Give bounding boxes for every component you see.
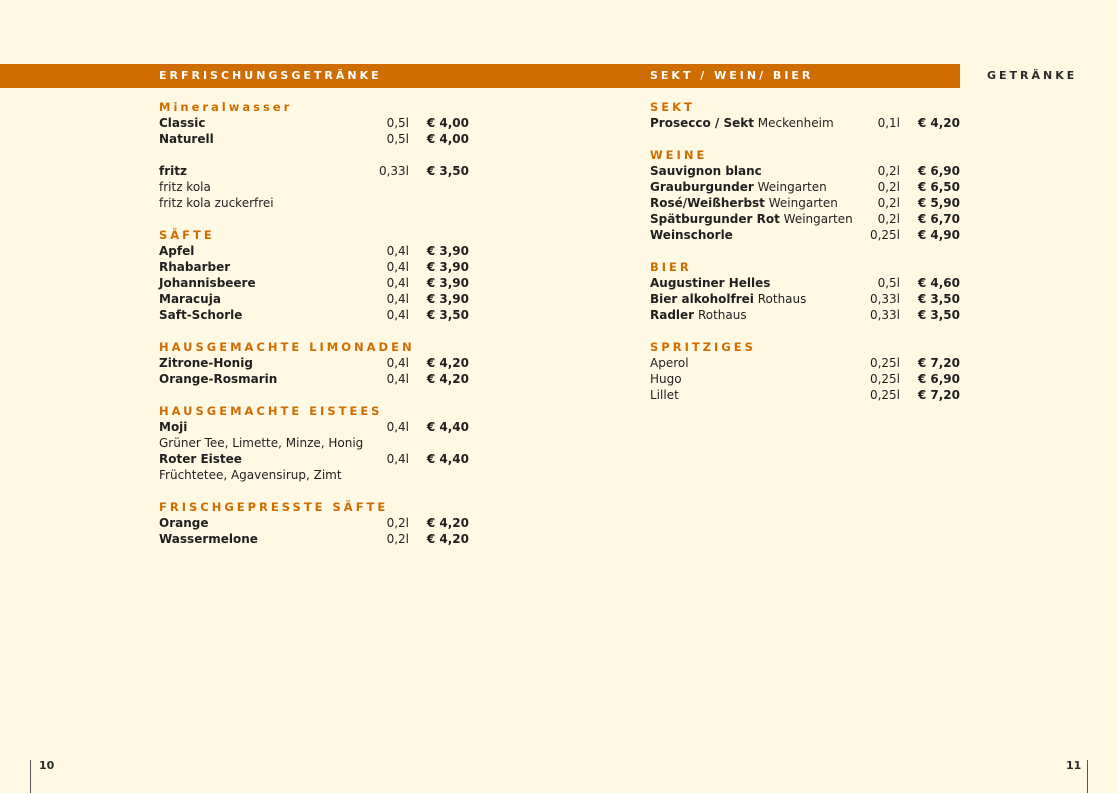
item-name: Zitrone-Honig <box>159 356 253 370</box>
section-heading: HAUSGEMACHTE LIMONADEN <box>159 340 415 354</box>
item-price: € 4,90 <box>917 228 960 242</box>
menu-item <box>650 371 960 387</box>
item-volume: 0,4l <box>386 276 409 290</box>
item-name: Spätburgunder Rot <box>650 212 780 226</box>
item-name: Moji <box>159 420 188 434</box>
item-description: Früchtetee, Agavensirup, Zimt <box>159 468 342 482</box>
item-price: € 6,50 <box>917 180 960 194</box>
item-volume: 0,4l <box>386 292 409 306</box>
section-heading: SEKT <box>650 100 695 114</box>
section-saefte <box>159 227 469 323</box>
item-price: € 4,00 <box>426 116 469 130</box>
item-volume: 0,33l <box>869 292 900 306</box>
menu-item <box>650 163 960 179</box>
item-name: Saft-Schorle <box>159 308 243 322</box>
section-sekt <box>650 99 960 131</box>
item-price: € 5,90 <box>917 196 960 210</box>
page-number-right: 11 <box>1066 759 1082 772</box>
item-volume: 0,25l <box>869 228 900 242</box>
left-page-title: ERFRISCHUNGSGETRÄNKE <box>159 69 382 82</box>
menu-item <box>159 259 469 275</box>
item-price: € 4,00 <box>426 132 469 146</box>
item-origin: Rothaus <box>757 292 807 306</box>
section-frischgepresst <box>159 499 469 547</box>
header-band <box>0 64 960 88</box>
item-name: Bier alkoholfrei <box>650 292 754 306</box>
menu-item <box>159 163 469 179</box>
section-mineralwasser <box>159 99 469 211</box>
item-volume: 0,2l <box>386 532 409 546</box>
item-volume: 0,4l <box>386 308 409 322</box>
menu-item <box>650 387 960 403</box>
section-spritziges <box>650 339 960 403</box>
item-volume: 0,2l <box>877 180 900 194</box>
item-price: € 4,20 <box>426 372 469 386</box>
menu-item <box>159 243 469 259</box>
section-heading: SPRITZIGES <box>650 340 756 354</box>
item-volume: 0,4l <box>386 356 409 370</box>
item-name: Prosecco / Sekt <box>650 116 754 130</box>
item-price: € 3,90 <box>426 260 469 274</box>
item-name: Rhabarber <box>159 260 231 274</box>
left-column <box>159 99 469 563</box>
item-price: € 3,90 <box>426 276 469 290</box>
page-divider-left <box>30 760 31 793</box>
item-volume: 0,2l <box>877 196 900 210</box>
item-name: fritz <box>159 164 187 178</box>
item-origin: Weingarten <box>757 180 827 194</box>
item-volume: 0,1l <box>877 116 900 130</box>
menu-item <box>650 355 960 371</box>
item-price: € 6,90 <box>917 372 960 386</box>
item-price: € 4,20 <box>426 516 469 530</box>
item-name: Classic <box>159 116 206 130</box>
section-heading: HAUSGEMACHTE EISTEES <box>159 404 383 418</box>
item-name: Roter Eistee <box>159 452 242 466</box>
item-volume: 0,4l <box>386 244 409 258</box>
item-price: € 3,50 <box>917 292 960 306</box>
menu-item <box>650 115 960 131</box>
item-name: Aperol <box>650 356 689 370</box>
item-price: € 4,20 <box>426 356 469 370</box>
item-name: Wassermelone <box>159 532 258 546</box>
menu-item <box>159 515 469 531</box>
item-volume: 0,2l <box>386 516 409 530</box>
section-limonaden <box>159 339 469 387</box>
menu-item <box>650 195 960 211</box>
item-price: € 4,40 <box>426 420 469 434</box>
right-column <box>650 99 960 419</box>
item-origin: Weingarten <box>768 196 838 210</box>
item-price: € 4,40 <box>426 452 469 466</box>
item-volume: 0,2l <box>877 164 900 178</box>
item-name: Radler <box>650 308 695 322</box>
menu-item <box>650 275 960 291</box>
item-volume: 0,4l <box>386 372 409 386</box>
item-name: Lillet <box>650 388 679 402</box>
menu-item <box>159 275 469 291</box>
section-heading: WEINE <box>650 148 708 162</box>
item-origin: Meckenheim <box>757 116 834 130</box>
item-volume: 0,5l <box>877 276 900 290</box>
item-name: Johannisbeere <box>159 276 256 290</box>
item-volume: 0,25l <box>869 388 900 402</box>
menu-item <box>159 451 469 467</box>
item-volume: 0,25l <box>869 356 900 370</box>
item-name: Apfel <box>159 244 195 258</box>
item-price: € 6,70 <box>917 212 960 226</box>
item-volume: 0,25l <box>869 372 900 386</box>
menu-item <box>650 179 960 195</box>
section-heading: SÄFTE <box>159 228 215 242</box>
item-description: Grüner Tee, Limette, Minze, Honig <box>159 436 364 450</box>
item-volume: 0,4l <box>386 452 409 466</box>
item-name: Orange-Rosmarin <box>159 372 278 386</box>
item-name: Hugo <box>650 372 682 386</box>
section-heading: FRISCHGEPRESSTE SÄFTE <box>159 500 389 514</box>
menu-item <box>159 419 469 435</box>
item-name: Grauburgunder <box>650 180 754 194</box>
item-origin: Weingarten <box>783 212 853 226</box>
item-name: Orange <box>159 516 209 530</box>
item-name: Sauvignon blanc <box>650 164 762 178</box>
menu-item <box>650 227 960 243</box>
item-volume: 0,4l <box>386 420 409 434</box>
page-number-left: 10 <box>39 759 55 772</box>
item-price: € 3,50 <box>426 164 469 178</box>
item-price: € 4,20 <box>426 532 469 546</box>
menu-item <box>650 307 960 323</box>
menu-item <box>159 291 469 307</box>
section-heading: Mineralwasser <box>159 100 293 114</box>
item-price: € 4,60 <box>917 276 960 290</box>
page-divider-right <box>1087 760 1088 793</box>
section-weine <box>650 147 960 243</box>
item-name: Weinschorle <box>650 228 733 242</box>
section-tab-title: GETRÄNKE <box>987 69 1078 82</box>
item-name: Augustiner Helles <box>650 276 771 290</box>
menu-item <box>159 307 469 323</box>
menu-item <box>159 355 469 371</box>
menu-item <box>159 371 469 387</box>
item-variant: fritz kola <box>159 180 211 194</box>
item-variant: fritz kola zuckerfrei <box>159 196 274 210</box>
menu-item <box>650 291 960 307</box>
menu-item <box>159 531 469 547</box>
item-volume: 0,33l <box>378 164 409 178</box>
item-volume: 0,33l <box>869 308 900 322</box>
item-price: € 3,90 <box>426 244 469 258</box>
menu-item <box>650 211 960 227</box>
section-bier <box>650 259 960 323</box>
item-origin: Rothaus <box>697 308 747 322</box>
item-price: € 7,20 <box>917 356 960 370</box>
item-price: € 3,50 <box>426 308 469 322</box>
item-price: € 7,20 <box>917 388 960 402</box>
section-heading: BIER <box>650 260 692 274</box>
item-name: Naturell <box>159 132 214 146</box>
item-price: € 3,50 <box>917 308 960 322</box>
item-price: € 3,90 <box>426 292 469 306</box>
item-volume: 0,5l <box>386 116 409 130</box>
item-name: Rosé/Weißherbst <box>650 196 765 210</box>
item-price: € 4,20 <box>917 116 960 130</box>
item-price: € 6,90 <box>917 164 960 178</box>
section-eistees <box>159 403 469 483</box>
item-volume: 0,4l <box>386 260 409 274</box>
right-page-title: SEKT / WEIN/ BIER <box>650 69 814 82</box>
item-volume: 0,5l <box>386 132 409 146</box>
menu-item <box>159 115 469 131</box>
menu-item <box>159 131 469 147</box>
item-name: Maracuja <box>159 292 221 306</box>
item-volume: 0,2l <box>877 212 900 226</box>
